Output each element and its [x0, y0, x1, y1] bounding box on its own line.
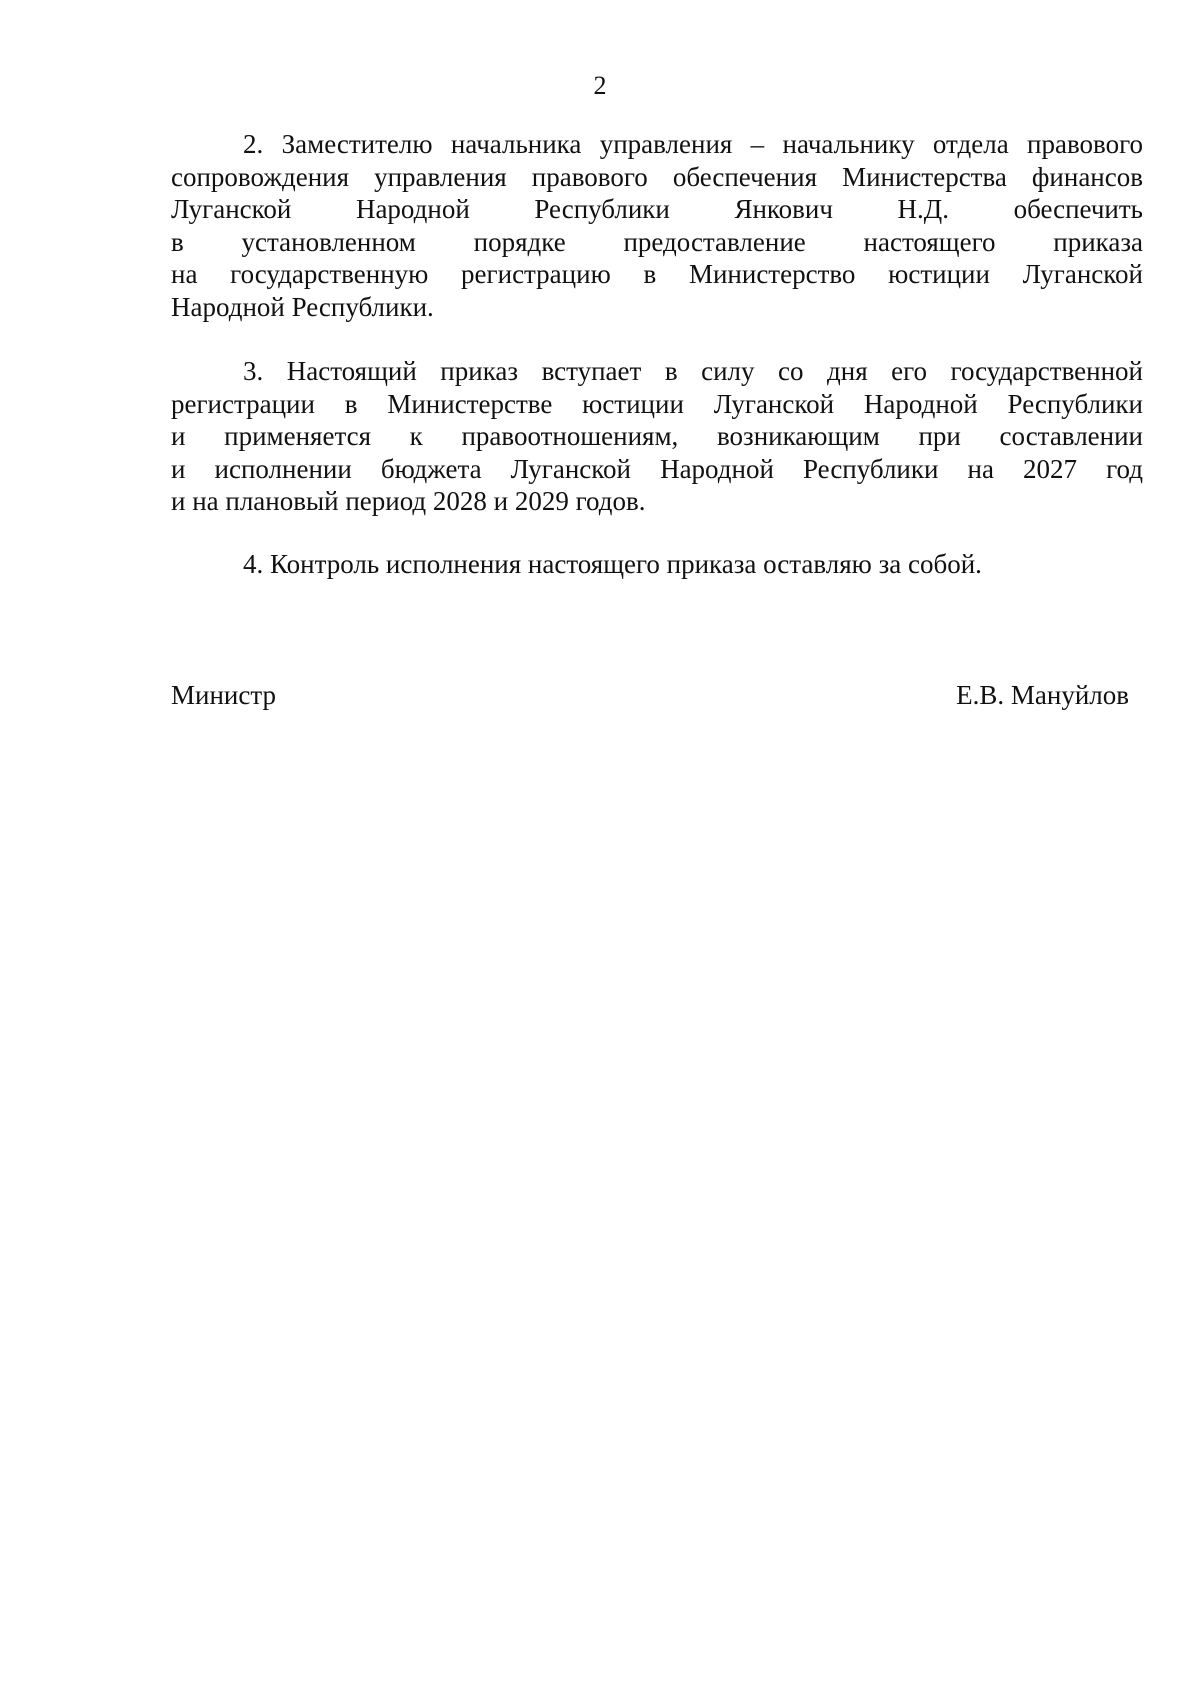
paragraph-line: в установленном порядке предоставление настоящего приказа [171, 226, 1143, 257]
paragraph-3 [171, 355, 1143, 518]
paragraph-line: и исполнении бюджета Луганской Народной Республики на 2027 год [171, 453, 1143, 484]
paragraph-line: 3. Настоящий приказ вступает в силу со дня его государственной [243, 356, 1143, 386]
paragraph-line: Луганской Народной Республики Янкович Н.Д. обеспечить [171, 194, 1143, 224]
paragraph-4 [171, 548, 1143, 581]
paragraph-line: регистрации в Министерстве юстиции Луганской Народной Республики [171, 388, 1143, 419]
page-number: 2 [593, 71, 607, 100]
paragraph-line: на государственную регистрацию в Министерство юстиции Луганской [171, 259, 1143, 289]
paragraph-line: 2. Заместителю начальника управления – начальнику отдела правового [243, 129, 1143, 159]
paragraph-line: и применяется к правоотношениям, возникающим при составлении [171, 421, 1143, 451]
paragraph-line: 4. Контроль исполнения настоящего приказа оставляю за собой. [243, 549, 982, 579]
paragraph-line: Народной Республики. [171, 291, 434, 322]
signatory-position: Министр [171, 680, 276, 710]
paragraph-2 [171, 128, 1143, 323]
paragraph-line: и на плановый период 2028 и 2029 годов. [171, 486, 646, 516]
paragraph-line: сопровождения управления правового обеспечения Министерства финансов [171, 161, 1143, 192]
signatory-name: Е.В. Мануйлов [956, 680, 1129, 710]
